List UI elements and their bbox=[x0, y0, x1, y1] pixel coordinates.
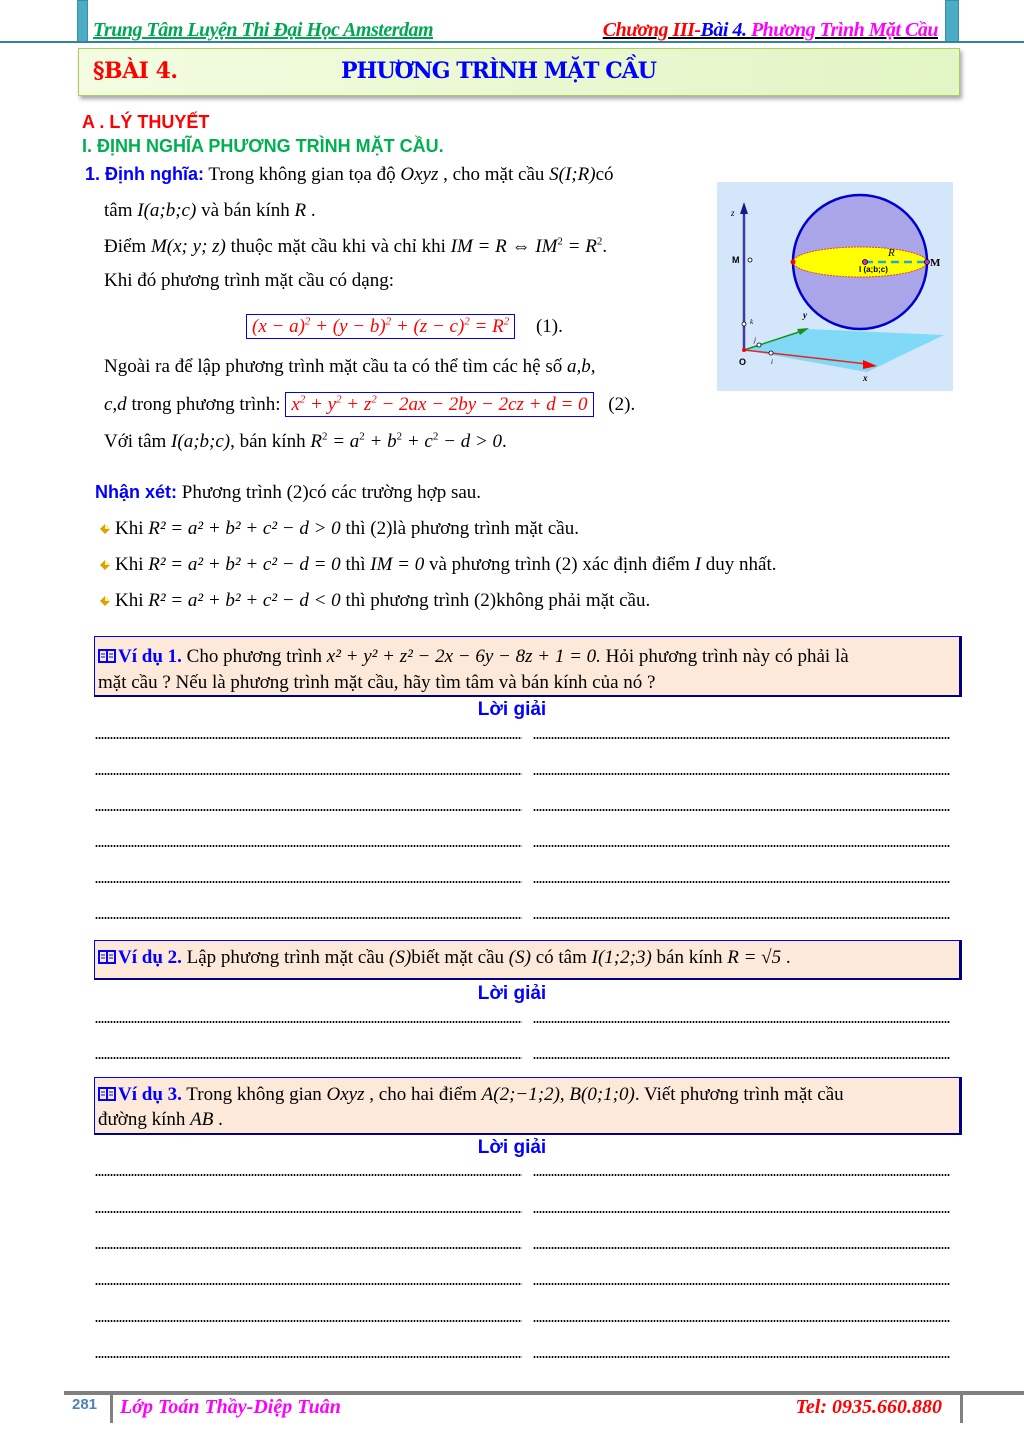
answer-line[interactable] bbox=[95, 917, 950, 920]
definition-line-2 bbox=[104, 200, 316, 222]
remark-item bbox=[99, 590, 650, 612]
text: là phương trình mặt cầu. bbox=[392, 518, 579, 539]
eq1-part: + (y − b) bbox=[310, 316, 386, 337]
math-ref: (2) bbox=[473, 590, 497, 611]
unit-k-point bbox=[742, 322, 746, 326]
text: bán kính bbox=[651, 947, 728, 968]
math-ref: (2) bbox=[370, 518, 393, 539]
text: Phương trình bbox=[177, 482, 287, 503]
label-r: R bbox=[888, 247, 895, 259]
math: + c bbox=[402, 431, 433, 452]
equation-1-number: (1). bbox=[535, 316, 563, 337]
text: thì phương trình bbox=[340, 590, 474, 611]
lesson-title-bar bbox=[78, 48, 960, 96]
eq2-part: x bbox=[291, 394, 300, 415]
remark-intro bbox=[95, 481, 481, 504]
eq2-part: + y bbox=[305, 394, 337, 415]
book-icon bbox=[98, 1086, 116, 1102]
answer-line[interactable] bbox=[95, 1283, 950, 1286]
center-point bbox=[863, 260, 868, 265]
page-number: 281 bbox=[72, 1396, 98, 1413]
example-1-solution-heading: Lời giải bbox=[477, 699, 547, 720]
label-m: M bbox=[930, 257, 941, 269]
superscript: 2 bbox=[557, 235, 563, 248]
answer-line[interactable] bbox=[95, 773, 950, 776]
math-oxyz: Oxyz bbox=[400, 164, 439, 185]
text: có bbox=[595, 164, 614, 185]
equation-2-number: (2). bbox=[608, 394, 636, 415]
superscript: 2 bbox=[336, 393, 342, 406]
example-3-box bbox=[94, 1077, 962, 1135]
text: Khi bbox=[115, 554, 149, 575]
footer-divider bbox=[110, 1395, 113, 1423]
math-center: I(a;b;c) bbox=[137, 200, 197, 221]
math-ref: (2) bbox=[555, 554, 578, 575]
example-3-line-1 bbox=[98, 1081, 951, 1109]
math-vars: c,d bbox=[104, 394, 127, 415]
text: duy nhất. bbox=[701, 554, 777, 575]
math: IM = 0 bbox=[370, 554, 425, 575]
text: . bbox=[213, 1109, 223, 1130]
math: B(0;1;0) bbox=[569, 1084, 635, 1105]
label-center: I (a;b;c) bbox=[859, 265, 888, 274]
theory-line-7 bbox=[104, 431, 507, 453]
text: tâm bbox=[104, 200, 138, 221]
math: R bbox=[310, 431, 322, 452]
xy-plane bbox=[744, 329, 944, 372]
math-r: = R bbox=[562, 236, 597, 257]
remark-item bbox=[99, 518, 579, 540]
superscript: 2 bbox=[503, 315, 510, 328]
superscript: 2 bbox=[371, 393, 377, 406]
text: Khi bbox=[115, 518, 149, 539]
z-axis-arrow bbox=[740, 202, 748, 214]
text: không phải mặt cầu. bbox=[496, 590, 651, 611]
eq2-part: − 2ax − 2by − 2cz + d = 0 bbox=[376, 394, 588, 415]
footer-rule bbox=[64, 1391, 1024, 1395]
point-m bbox=[925, 260, 930, 265]
unit-i-point bbox=[769, 351, 773, 355]
math: R² = a² + b² + c² − d < 0 bbox=[148, 590, 341, 611]
text: . bbox=[781, 947, 791, 968]
text: xác định điểm bbox=[577, 554, 695, 575]
text: Khi bbox=[115, 590, 149, 611]
text: , bán kính bbox=[230, 431, 311, 452]
definition-label: 1. Định nghĩa: bbox=[85, 164, 204, 184]
superscript: 2 bbox=[359, 430, 365, 443]
answer-line[interactable] bbox=[95, 737, 950, 740]
label-z: z bbox=[731, 208, 735, 218]
text: Cho phương trình bbox=[181, 646, 327, 667]
example-2-box bbox=[94, 940, 962, 980]
example-3-label: Ví dụ 3. bbox=[118, 1084, 182, 1105]
footer-divider bbox=[960, 1395, 963, 1423]
text: Hỏi phương trình này có phải là bbox=[600, 646, 849, 667]
origin-point bbox=[742, 348, 746, 352]
remark-label: Nhận xét: bbox=[95, 482, 178, 502]
text: thì bbox=[340, 518, 371, 539]
math-radius: R bbox=[294, 200, 307, 221]
superscript: 2 bbox=[464, 315, 470, 328]
answer-line[interactable] bbox=[95, 1247, 950, 1250]
eq2-part: + z bbox=[341, 394, 372, 415]
math: Oxyz bbox=[326, 1084, 365, 1105]
theory-line-5 bbox=[104, 356, 596, 378]
diamond-bullet-icon bbox=[99, 595, 111, 607]
header-accent-right bbox=[945, 0, 959, 42]
math: + b bbox=[364, 431, 397, 452]
subsection-definition-heading: I. ĐỊNH NGHĨA PHƯƠNG TRÌNH MẶT CẦU. bbox=[82, 136, 444, 156]
text: Với tâm bbox=[104, 431, 172, 452]
math: (S) bbox=[389, 947, 412, 968]
equation-1-box bbox=[246, 314, 515, 339]
text: Điểm bbox=[104, 236, 151, 257]
math: x² + y² + z² − 2x − 6y − 8z + 1 = 0. bbox=[326, 646, 601, 667]
footer-author: Lớp Toán Thầy-Diệp Tuân bbox=[120, 1396, 341, 1418]
answer-line[interactable] bbox=[95, 1174, 950, 1177]
text: có các trường hợp sau. bbox=[308, 482, 482, 503]
text: biết mặt cầu bbox=[411, 947, 509, 968]
equation-2-box bbox=[285, 392, 593, 417]
label-k: k bbox=[750, 318, 754, 326]
text: có tâm bbox=[530, 947, 592, 968]
header-school-name: Trung Tâm Luyện Thi Đại Học Amsterdam bbox=[93, 19, 434, 41]
math-sphere-s: S(I;R) bbox=[549, 164, 596, 185]
math: R² = a² + b² + c² − d = 0 bbox=[148, 554, 341, 575]
diamond-bullet-icon bbox=[99, 523, 111, 535]
text: và bán kính bbox=[196, 200, 295, 221]
sphere-diagram bbox=[717, 182, 953, 391]
eq1-part: + (z − c) bbox=[391, 316, 465, 337]
example-2-solution-heading: Lời giải bbox=[477, 983, 547, 1004]
theory-line-6 bbox=[104, 394, 635, 416]
example-1-line-2: mặt cầu ? Nếu là phương trình mặt cầu, hãy tìm tâm và bán kính của nó ? bbox=[98, 672, 656, 693]
text: Trong không gian bbox=[181, 1084, 327, 1105]
header-lesson-label: Bài 4. bbox=[700, 19, 747, 41]
text: Ngoài ra để lập phương trình mặt cầu ta có thể tìm các hệ số bbox=[104, 356, 567, 377]
label-m-axis: M bbox=[732, 255, 740, 265]
answer-line[interactable] bbox=[95, 1320, 950, 1323]
header-topic-label: Phương Trình Mặt Cầu bbox=[746, 19, 938, 41]
answer-line[interactable] bbox=[95, 881, 950, 884]
label-o: O bbox=[739, 357, 747, 367]
superscript: 2 bbox=[304, 315, 311, 328]
unit-j-point bbox=[757, 343, 761, 347]
answer-line[interactable] bbox=[95, 1057, 950, 1060]
book-icon bbox=[98, 648, 116, 664]
text: thì bbox=[340, 554, 371, 575]
text: thuộc mặt cầu khi và chỉ khi bbox=[225, 236, 451, 257]
label-x: x bbox=[863, 373, 868, 383]
label-j: j bbox=[754, 336, 756, 344]
example-2-label: Ví dụ 2. bbox=[118, 947, 182, 968]
answer-line[interactable] bbox=[95, 1021, 950, 1024]
diamond-bullet-icon bbox=[99, 559, 111, 571]
math: A(2;−1;2) bbox=[481, 1084, 560, 1105]
example-3-solution-heading: Lời giải bbox=[477, 1137, 547, 1158]
math: (S) bbox=[508, 947, 531, 968]
answer-line[interactable] bbox=[95, 845, 950, 848]
lesson-number: §BÀI 4. bbox=[93, 58, 178, 84]
math: I(1;2;3) bbox=[591, 947, 652, 968]
superscript: 2 bbox=[385, 315, 392, 328]
footer-phone: Tel: 0935.660.880 bbox=[795, 1396, 942, 1418]
superscript: 2 bbox=[321, 430, 328, 443]
text: , cho hai điểm bbox=[364, 1084, 482, 1105]
math-point-m: M(x; y; z) bbox=[150, 236, 226, 257]
math: − d > 0 bbox=[438, 431, 503, 452]
superscript: 2 bbox=[596, 235, 603, 248]
lesson-title: PHƯƠNG TRÌNH MẶT CẦU bbox=[341, 58, 656, 84]
math-im: IM = R ⇔ IM bbox=[450, 236, 558, 257]
answer-line[interactable] bbox=[95, 809, 950, 812]
text: , bbox=[559, 1084, 570, 1105]
text: . Viết phương trình mặt cầu bbox=[634, 1084, 844, 1105]
superscript: 2 bbox=[396, 430, 403, 443]
header-chapter-label: Chương III- bbox=[602, 19, 701, 41]
math: I bbox=[694, 554, 702, 575]
header-chapter bbox=[603, 19, 938, 42]
text: đường kính bbox=[98, 1109, 191, 1130]
left-edge-point bbox=[791, 260, 796, 265]
superscript: 2 bbox=[432, 430, 439, 443]
answer-line[interactable] bbox=[95, 1211, 950, 1214]
superscript: 2 bbox=[299, 393, 306, 406]
text: Lập phương trình mặt cầu bbox=[181, 947, 390, 968]
example-1-line-1 bbox=[98, 643, 951, 671]
example-2-line bbox=[98, 944, 951, 972]
label-i: i bbox=[771, 358, 773, 366]
point-m-axis bbox=[748, 258, 752, 262]
text: . bbox=[502, 431, 507, 452]
remark-item bbox=[99, 554, 777, 576]
example-3-line-2 bbox=[98, 1106, 951, 1134]
example-1-box bbox=[94, 636, 962, 697]
eq1-part: (x − a) bbox=[252, 316, 305, 337]
example-1-label: Ví dụ 1. bbox=[118, 646, 182, 667]
math: = a bbox=[327, 431, 360, 452]
label-y: y bbox=[803, 310, 807, 320]
answer-line[interactable] bbox=[95, 1356, 950, 1359]
section-theory-heading: A . LÝ THUYẾT bbox=[82, 112, 210, 132]
header-accent-left bbox=[77, 0, 88, 42]
math-center: I(a;b;c) bbox=[171, 431, 231, 452]
definition-line-1 bbox=[85, 163, 614, 186]
definition-line-3 bbox=[104, 236, 607, 258]
text: . bbox=[602, 236, 608, 257]
equation-1-row bbox=[246, 316, 563, 338]
definition-line-4: Khi đó phương trình mặt cầu có dạng: bbox=[104, 270, 394, 291]
book-icon bbox=[98, 949, 116, 965]
text: và phương trình bbox=[424, 554, 556, 575]
math: AB bbox=[190, 1109, 214, 1130]
math-vars: a,b, bbox=[567, 356, 596, 377]
math-ref: (2) bbox=[286, 482, 309, 503]
math: R² = a² + b² + c² − d > 0 bbox=[148, 518, 341, 539]
eq1-part: = R bbox=[469, 316, 504, 337]
text: trong phương trình: bbox=[126, 394, 286, 415]
text: . bbox=[306, 200, 316, 221]
sphere-figure bbox=[717, 182, 953, 391]
text: , cho mặt cầu bbox=[438, 164, 550, 185]
math: R = √5 bbox=[727, 947, 782, 968]
text: Trong không gian tọa độ bbox=[204, 164, 401, 185]
